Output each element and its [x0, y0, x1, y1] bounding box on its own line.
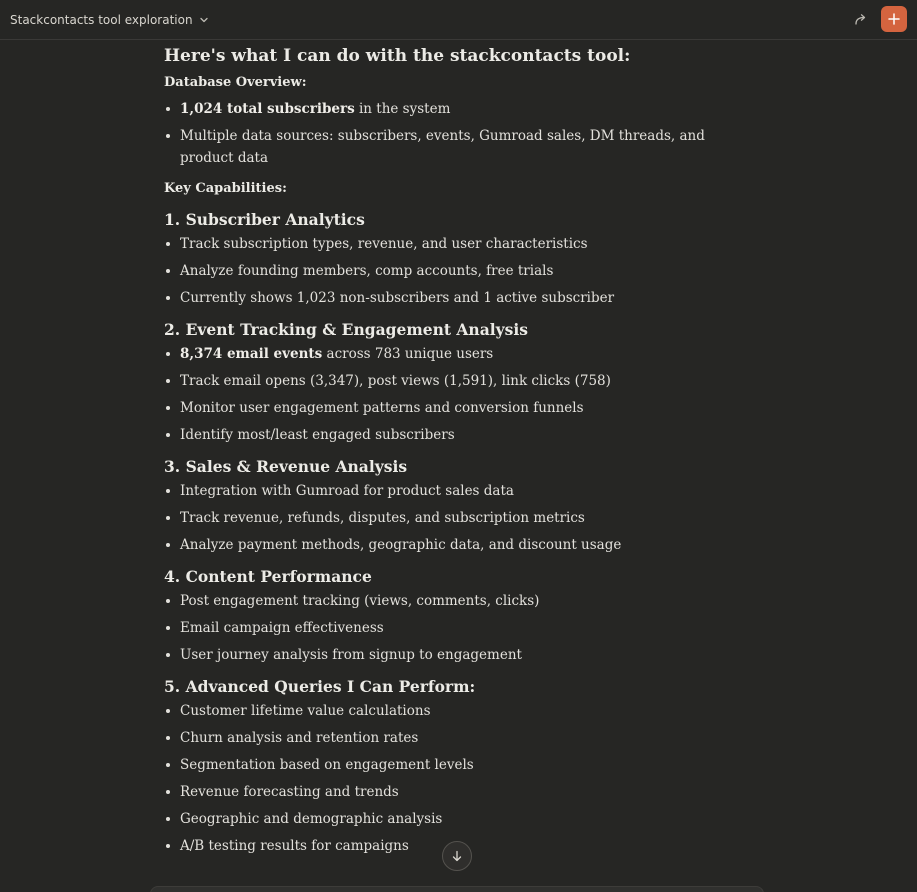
list-item: Geographic and demographic analysis [164, 808, 724, 830]
conversation-title: Stackcontacts tool exploration [10, 13, 193, 27]
list-item: Churn analysis and retention rates [164, 727, 724, 749]
list-item: Track revenue, refunds, disputes, and subscription metrics [164, 507, 724, 529]
section-title-content-performance: 4. Content Performance [164, 567, 372, 586]
list-item: Customer lifetime value calculations [164, 700, 724, 722]
list-item: Analyze founding members, comp accounts, free trials [164, 260, 724, 282]
section-title-advanced-queries: 5. Advanced Queries I Can Perform: [164, 677, 476, 696]
message-heading: Here's what I can do with the stackcontacts tool: [164, 46, 631, 66]
list-item: 1,024 total subscribers in the system [164, 98, 724, 120]
new-chat-button[interactable] [881, 6, 907, 32]
assistant-message [164, 40, 724, 857]
message-input-box[interactable] [150, 886, 764, 892]
email-events-bold: 8,374 email events [180, 346, 323, 362]
list-item: User journey analysis from signup to engagement [164, 644, 724, 666]
section-title-subscriber-analytics: 1. Subscriber Analytics [164, 210, 365, 229]
share-icon [853, 11, 869, 27]
list-item: Analyze payment methods, geographic data, and discount usage [164, 534, 724, 556]
arrow-down-icon [450, 849, 464, 863]
advanced-queries-list [164, 700, 724, 857]
scroll-to-bottom-button[interactable] [442, 841, 472, 871]
list-item: Multiple data sources: subscribers, events, Gumroad sales, DM threads, and product data [164, 125, 724, 169]
list-item: Track email opens (3,347), post views (1,591), link clicks (758) [164, 370, 724, 392]
conversation-title-dropdown[interactable] [10, 10, 210, 30]
list-item: Segmentation based on engagement levels [164, 754, 724, 776]
list-item: Post engagement tracking (views, comments, clicks) [164, 590, 724, 612]
plus-icon [887, 12, 901, 26]
content-performance-list [164, 590, 724, 666]
top-bar [0, 0, 917, 40]
share-button[interactable] [851, 9, 871, 29]
list-item: Integration with Gumroad for product sales data [164, 480, 724, 502]
section-title-sales-revenue: 3. Sales & Revenue Analysis [164, 457, 408, 476]
list-item: 8,374 email events across 783 unique users [164, 343, 724, 365]
database-overview-label: Database Overview: [164, 75, 307, 90]
total-subscribers-bold: 1,024 total subscribers [180, 101, 355, 117]
list-item: A/B testing results for campaigns [164, 835, 724, 857]
database-overview-list [164, 98, 724, 169]
list-item: Currently shows 1,023 non-subscribers and 1 active subscriber [164, 287, 724, 309]
list-item: Identify most/least engaged subscribers [164, 424, 724, 446]
sales-revenue-list [164, 480, 724, 556]
list-item: Email campaign effectiveness [164, 617, 724, 639]
event-tracking-list [164, 343, 724, 446]
list-item: Revenue forecasting and trends [164, 781, 724, 803]
list-item: Track subscription types, revenue, and user characteristics [164, 233, 724, 255]
key-capabilities-label: Key Capabilities: [164, 181, 287, 196]
list-item: Monitor user engagement patterns and conversion funnels [164, 397, 724, 419]
section-title-event-tracking: 2. Event Tracking & Engagement Analysis [164, 320, 528, 339]
subscriber-analytics-list [164, 233, 724, 309]
chevron-down-icon [198, 14, 210, 26]
